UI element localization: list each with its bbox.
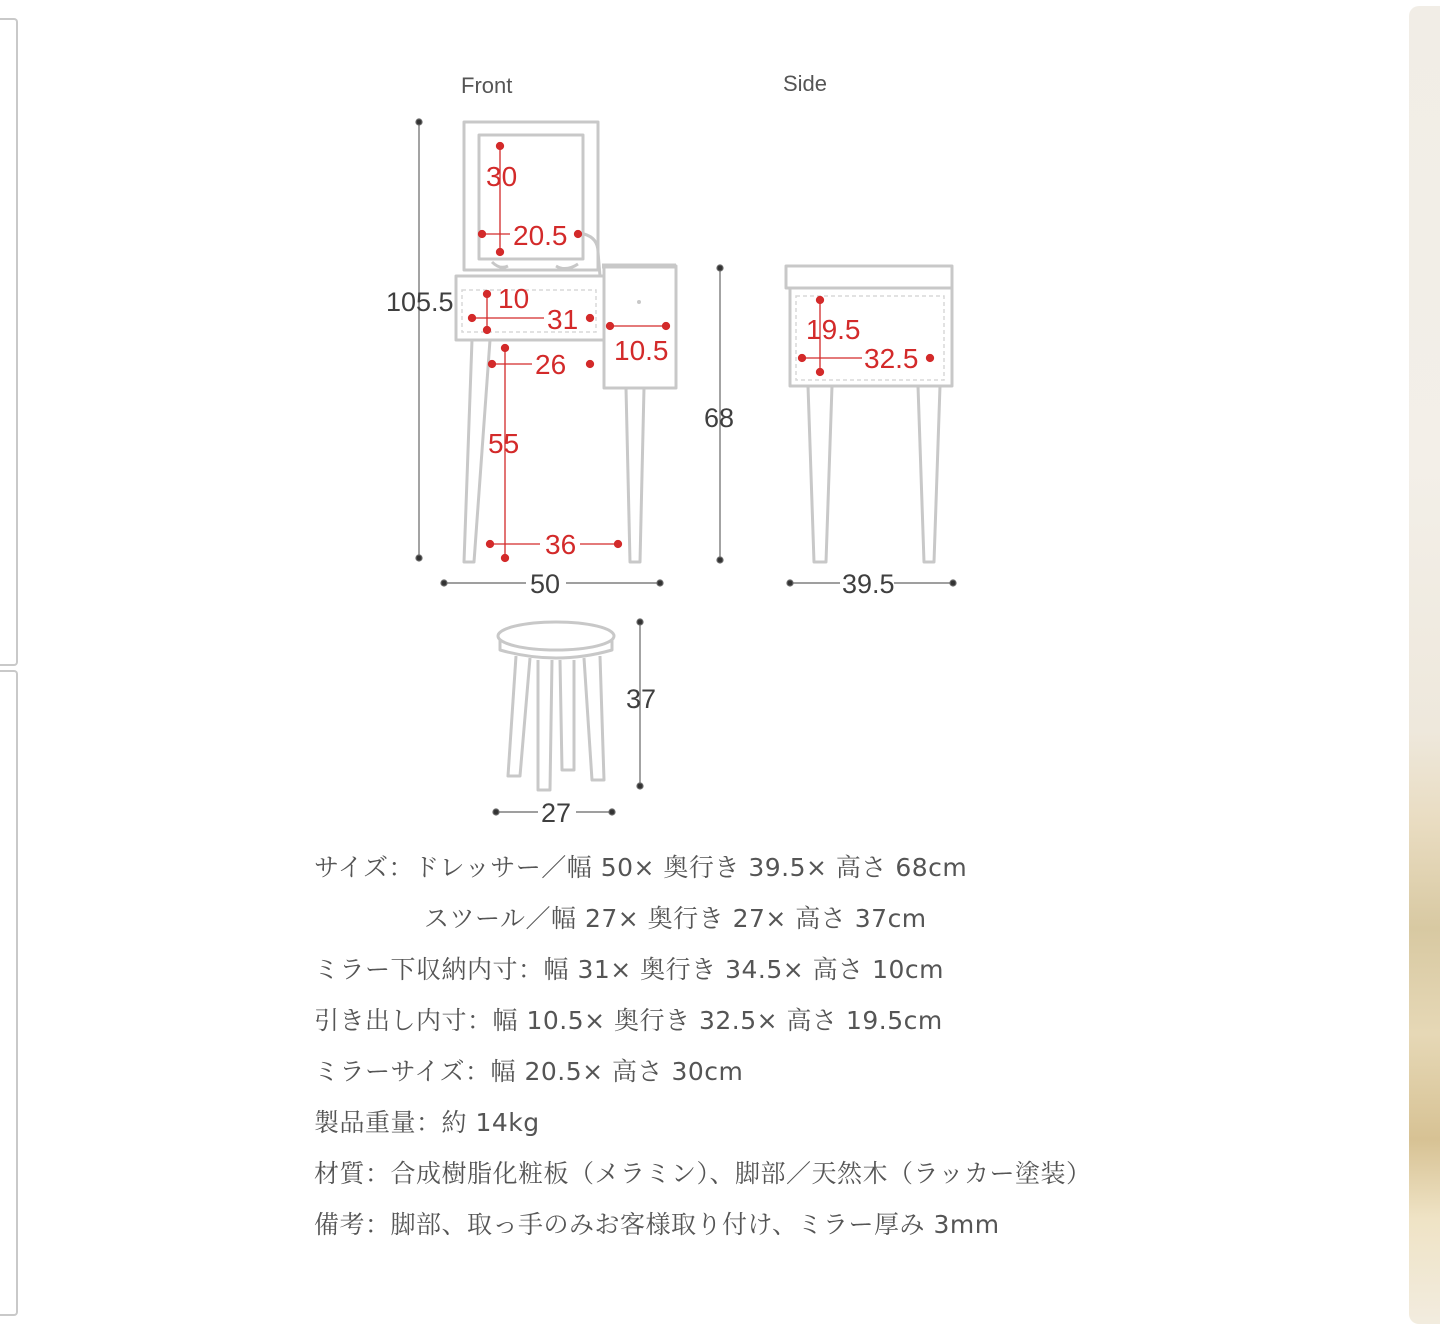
stool-leg-3	[560, 660, 574, 770]
dim-red-mark	[575, 231, 582, 238]
dim-stool-width-label: 27	[541, 798, 572, 828]
front-leg-right	[626, 388, 644, 562]
dim-mark	[493, 809, 499, 815]
spec-notes: 備考：脚部、取っ手のみお客様取り付け、ミラー厚み 3mm	[314, 1210, 1000, 1239]
dim-mirror-height-label: 30	[486, 161, 518, 192]
dim-red-mark	[484, 327, 491, 334]
dim-side-depth-label: 39.5	[842, 569, 895, 599]
dim-stool-height-label: 37	[626, 684, 657, 714]
dim-red-mark	[587, 361, 594, 368]
dim-total-height-label: 105.5	[386, 287, 454, 317]
dim-red-mark	[497, 249, 504, 256]
dim-mark	[441, 580, 447, 586]
side-view-label: Side	[783, 71, 828, 96]
dim-red-mark	[587, 315, 594, 322]
front-view-label: Front	[461, 73, 513, 98]
dim-table-height-label: 68	[704, 403, 735, 433]
dim-drawer-depth-label: 32.5	[864, 343, 919, 374]
dim-inner-26-label: 26	[535, 349, 567, 380]
spec-size-dresser: サイズ：ドレッサー／幅 50× 奥行き 39.5× 高さ 68cm	[314, 853, 968, 882]
front-storage-box-outline	[456, 276, 604, 340]
dim-leg-height-label: 55	[488, 428, 520, 459]
dim-red-mark	[817, 369, 824, 376]
dim-red-mark	[487, 541, 494, 548]
spec-list	[314, 848, 1314, 1256]
dim-red-mark	[497, 143, 504, 150]
dim-red-mark	[489, 361, 496, 368]
dim-red-mark	[469, 315, 476, 322]
stool-leg-2	[538, 660, 552, 790]
dim-mark	[416, 555, 422, 561]
dim-red-mark	[479, 231, 486, 238]
dim-red-mark	[927, 355, 934, 362]
mirror-foot-right	[556, 264, 578, 269]
stool-seat-outline	[498, 622, 614, 650]
dim-red-mark	[502, 345, 509, 352]
dim-mark	[657, 580, 663, 586]
dim-mark	[717, 557, 723, 563]
dim-mirror-width-label: 20.5	[513, 220, 568, 251]
dim-storage-height-label: 10	[498, 283, 530, 314]
spec-material: 材質：合成樹脂化粧板（メラミン）、脚部／天然木（ラッカー塗装）	[314, 1159, 1092, 1188]
drawer-knob	[637, 300, 641, 304]
spec-size-stool: スツール／幅 27× 奥行き 27× 高さ 37cm	[424, 904, 927, 933]
dim-mark	[717, 265, 723, 271]
dim-mark	[637, 783, 643, 789]
dim-mark	[416, 119, 422, 125]
dim-storage-width-label: 31	[547, 304, 579, 335]
dim-mark	[950, 580, 956, 586]
dim-mark	[637, 619, 643, 625]
dim-red-mark	[607, 323, 614, 330]
dim-front-width-label: 50	[530, 569, 561, 599]
dim-red-mark	[484, 291, 491, 298]
dim-leg-span-label: 36	[545, 529, 577, 560]
dim-red-mark	[817, 297, 824, 304]
dim-red-mark	[615, 541, 622, 548]
dim-mark	[787, 580, 793, 586]
dim-red-mark	[663, 323, 670, 330]
dim-drawer-width-label: 10.5	[614, 335, 669, 366]
spec-weight: 製品重量：約 14kg	[314, 1108, 540, 1137]
spec-storage-inner: ミラー下収納内寸：幅 31× 奥行き 34.5× 高さ 10cm	[314, 955, 945, 984]
side-leg-right	[918, 386, 940, 562]
spec-mirror-size: ミラーサイズ：幅 20.5× 高さ 30cm	[314, 1057, 744, 1086]
dim-mark	[609, 809, 615, 815]
side-top-outline	[786, 266, 952, 288]
mirror-foot-left	[492, 262, 508, 267]
dim-drawer-height-label: 19.5	[806, 314, 861, 345]
dim-red-mark	[502, 555, 509, 562]
side-leg-left	[808, 386, 832, 562]
dim-red-mark	[799, 355, 806, 362]
stool-leg-4	[584, 656, 604, 780]
spec-drawer-inner: 引き出し内寸：幅 10.5× 奥行き 32.5× 高さ 19.5cm	[314, 1006, 943, 1035]
stool-leg-1	[508, 656, 530, 776]
front-leg-left	[464, 340, 490, 562]
